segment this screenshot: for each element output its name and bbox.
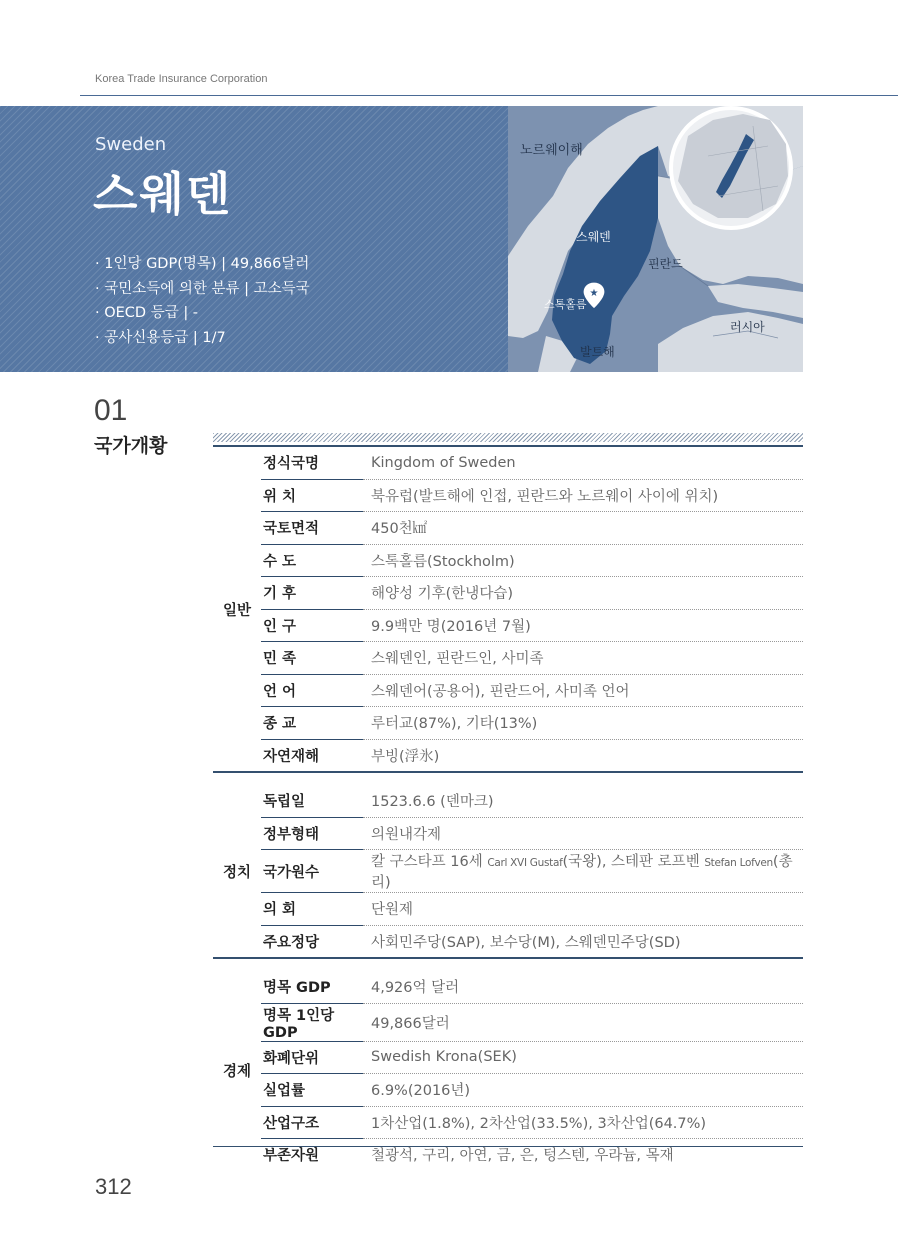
row-value: 루터교(87%), 기타(13%) (363, 707, 803, 740)
table-row (213, 739, 803, 772)
country-banner (0, 106, 508, 372)
row-value: 부빙(浮氷) (371, 748, 440, 765)
row-value: 6.9%(2016년) (363, 1074, 803, 1107)
svg-text:★: ★ (589, 288, 599, 299)
row-label: 자연재해 (263, 748, 320, 765)
row-value: 해양성 기후(한냉다습) (363, 577, 803, 610)
section-title: 국가개황 (94, 435, 168, 457)
table-row (213, 1041, 803, 1074)
row-value: 철광석, 구리, 아연, 금, 은, 텅스텐, 우라늄, 목재 (371, 1148, 674, 1165)
table-row (213, 674, 803, 707)
table-row (213, 971, 803, 1003)
row-label: 인 구 (261, 609, 363, 642)
table-row (213, 925, 803, 958)
row-label: 부존자원 (263, 1148, 320, 1165)
header-org: Korea Trade Insurance Corporation (95, 73, 268, 85)
row-label: 산업구조 (261, 1106, 363, 1139)
group-label: 일반 (213, 446, 261, 772)
table-bottom-rule (213, 1146, 803, 1147)
row-label: 명목 1인당 GDP (261, 1003, 363, 1041)
map-label-baltic-sea: 발트해 (580, 345, 615, 359)
map-label-norwegian-sea: 노르웨이해 (520, 143, 583, 158)
country-name-en: Sweden (95, 134, 167, 155)
row-label: 종 교 (261, 707, 363, 740)
row-value (363, 850, 803, 893)
table-row (213, 817, 803, 850)
table-row (213, 1106, 803, 1139)
header-rule (80, 95, 898, 96)
table-row (213, 1139, 803, 1171)
row-value: 스웨덴어(공용어), 핀란드어, 사미족 언어 (363, 674, 803, 707)
row-value: 스웨덴인, 핀란드인, 사미족 (363, 642, 803, 675)
row-label: 국가원수 (261, 850, 363, 893)
row-value: 스톡홀름(Stockholm) (363, 544, 803, 577)
row-value: 4,926억 달러 (363, 971, 803, 1003)
row-label: 국토면적 (261, 512, 363, 545)
country-map (508, 106, 803, 372)
row-value: Swedish Krona(SEK) (363, 1041, 803, 1074)
table-row (213, 479, 803, 512)
row-value: 450천㎢ (363, 512, 803, 545)
row-label: 명목 GDP (261, 971, 363, 1003)
row-value-part: (총리) (371, 854, 793, 891)
table-row (213, 609, 803, 642)
row-value: 1523.6.6 (덴마크) (363, 785, 803, 817)
table-row (213, 577, 803, 610)
section-number: 01 (94, 394, 128, 427)
row-value-part: 칼 구스타프 16세 (371, 854, 488, 870)
fact-income-class: · 국민소득에 의한 분류 | 고소득국 (95, 280, 310, 297)
row-label: 주요정당 (263, 934, 320, 951)
map-label-stockholm: 스톡홀름 (544, 298, 587, 311)
row-value: 북유럽(발트해에 인접, 핀란드와 노르웨이 사이에 위치) (363, 479, 803, 512)
row-label: 언 어 (261, 674, 363, 707)
row-label: 민 족 (261, 642, 363, 675)
row-value: 9.9백만 명(2016년 7월) (363, 609, 803, 642)
table-row (213, 642, 803, 675)
row-label: 정부형태 (261, 817, 363, 850)
row-value-part: Stefan Lofven (704, 857, 773, 869)
row-label: 독립일 (261, 785, 363, 817)
country-name-ko: 스웨덴 (93, 167, 233, 221)
group-label: 경제 (222, 1064, 251, 1081)
table-row (213, 1003, 803, 1041)
map-label-finland: 핀란드 (648, 257, 683, 271)
row-value: Kingdom of Sweden (363, 446, 803, 479)
row-value: 의원내각제 (363, 817, 803, 850)
fact-credit-grade: · 공사신용등급 | 1/7 (95, 329, 226, 346)
country-facts (95, 252, 310, 350)
row-label: 기 후 (261, 577, 363, 610)
group-label: 정치 (222, 864, 251, 881)
row-label: 화폐단위 (261, 1041, 363, 1074)
row-value: 1차산업(1.8%), 2차산업(33.5%), 3차산업(64.7%) (363, 1106, 803, 1139)
row-label: 정식국명 (261, 446, 363, 479)
table-row (213, 707, 803, 740)
fact-gdp-per-capita: · 1인당 GDP(명목) | 49,866달러 (95, 256, 310, 272)
row-value: 49,866달러 (363, 1003, 803, 1041)
table-row (213, 512, 803, 545)
table-row (213, 446, 803, 479)
row-value-part: Carl XVI Gustaf (487, 857, 563, 869)
map-label-russia: 러시아 (730, 320, 765, 334)
table-row (213, 544, 803, 577)
table-row (213, 893, 803, 926)
row-label: 위 치 (261, 479, 363, 512)
fact-oecd-grade: · OECD 등급 | - (95, 305, 199, 321)
row-value: 단원제 (363, 893, 803, 926)
country-overview-table (213, 445, 803, 1171)
row-label: 수 도 (261, 544, 363, 577)
map-label-sweden: 스웨덴 (576, 230, 611, 244)
table-row (213, 785, 803, 817)
page-number: 312 (95, 1174, 132, 1199)
table-row (213, 850, 803, 893)
row-value: 사회민주당(SAP), 보수당(M), 스웨덴민주당(SD) (371, 934, 681, 951)
section-hatch-divider (213, 433, 803, 442)
row-value-part: (국왕), 스테판 로프벤 (562, 854, 705, 870)
row-label: 의 회 (261, 893, 363, 926)
table-row (213, 1074, 803, 1107)
row-label: 실업률 (261, 1074, 363, 1107)
